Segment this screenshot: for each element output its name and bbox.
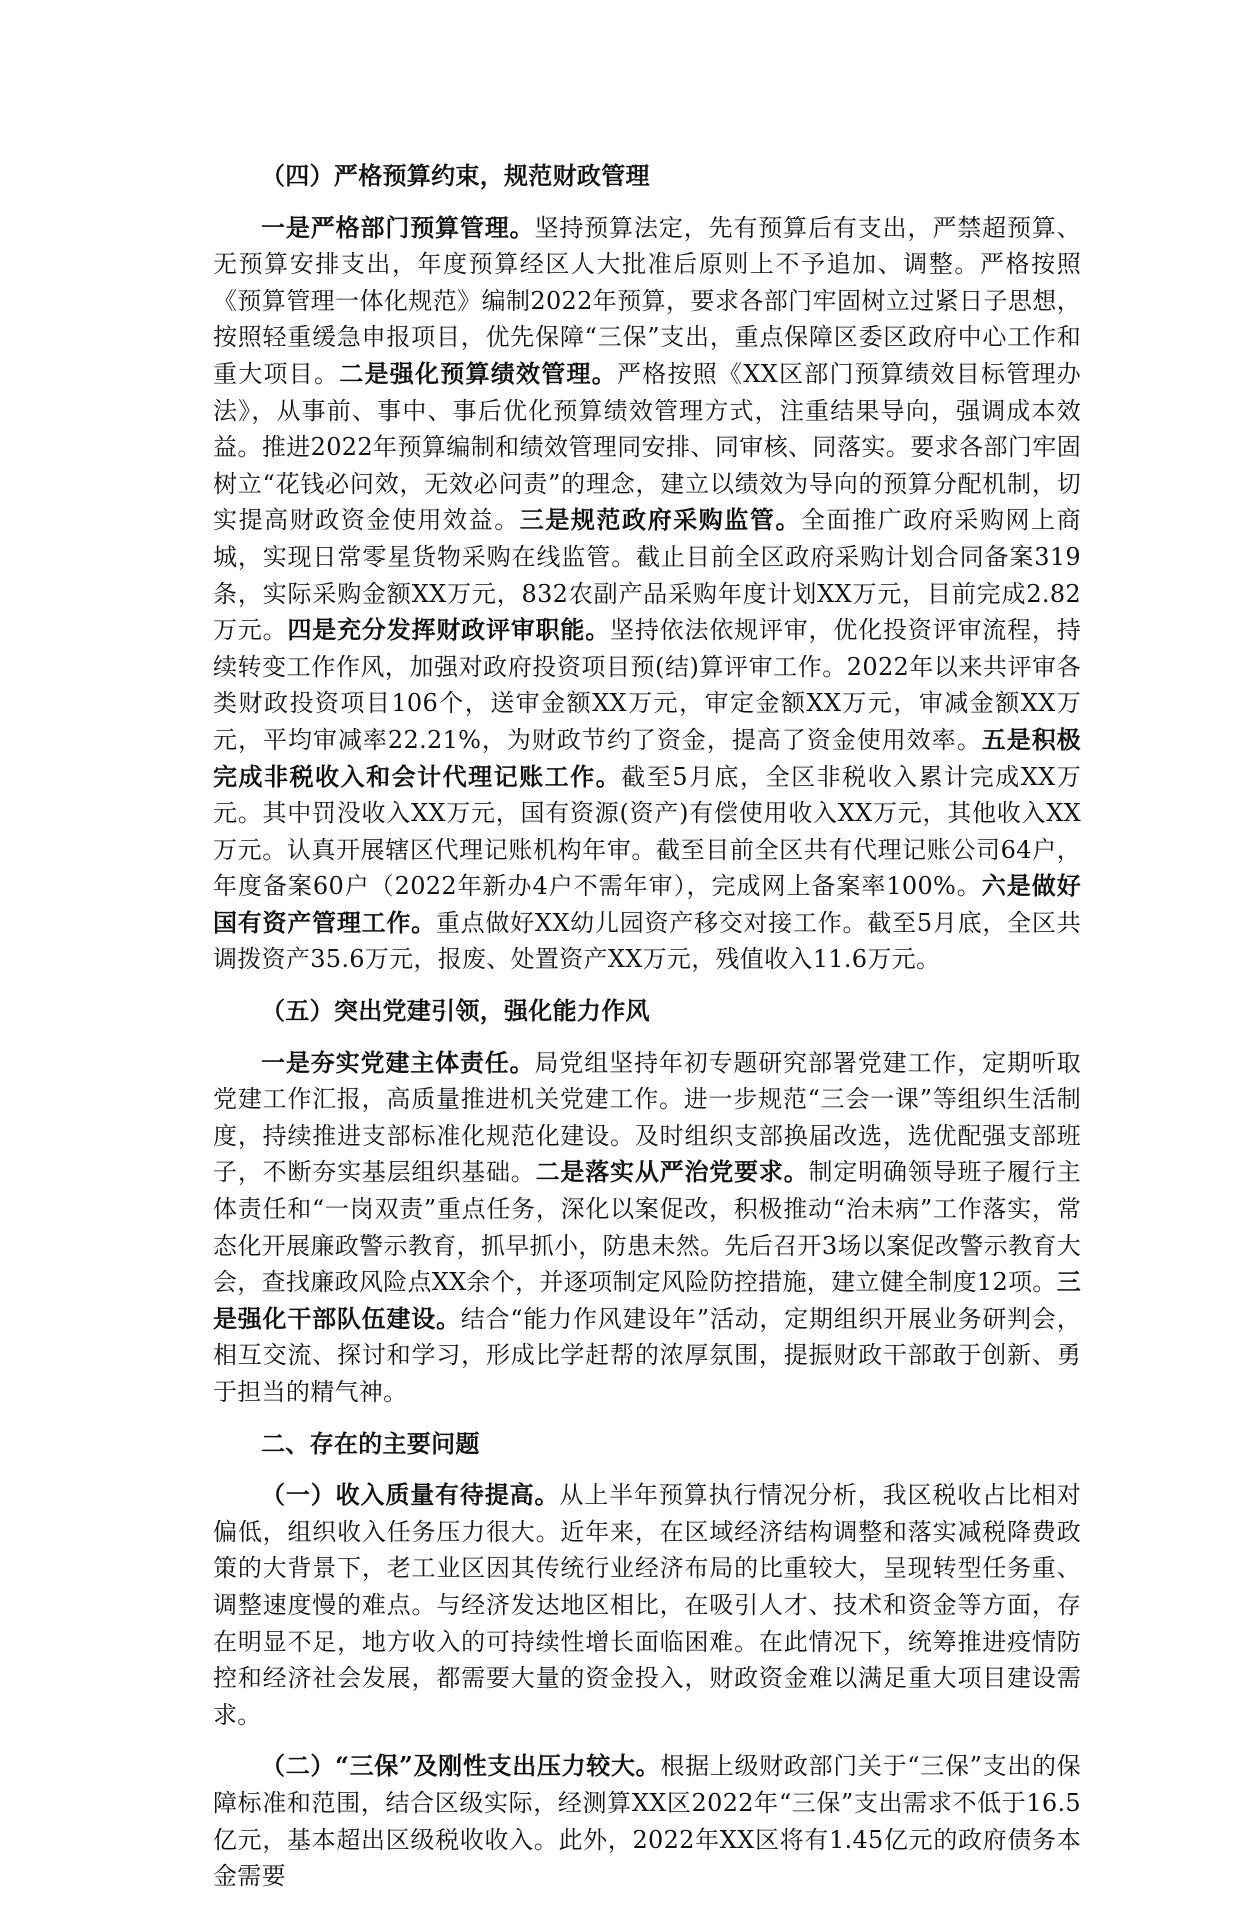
bold-lead: 四是充分发挥财政评审职能。 (287, 615, 611, 645)
body-text: 重点做好XX幼儿园资产移交对接工作。截至5月底，全区共调拨资产35.6万元，报废、处置资产XX万元，残值收入11.6万元。 (213, 908, 1081, 974)
body-text: 全面推广政府采购网上商城，实现日常零星货物采购在线监管。截止目前全区政府采购计划合同备案319条，实际采购金额XX万元，832农副产品采购年度计划XX万元，目前完成2.82万元。 (213, 506, 1081, 645)
body-text: 严格按照《XX区部门预算绩效目标管理办法》，从事前、事中、事后优化预算绩效管理方式，注重结果导向，强调成本效益。推进2022年预算编制和绩效管理同安排、同审核、同落实。要求各部门牢固树立“花钱必问效，无效必问责”的理念，建立以绩效为导向的预算分配机制，切实提高财政资金使用效益。 (213, 359, 1082, 535)
paragraph-party-building (213, 1045, 1081, 1411)
bold-lead: 六是做好国有资产管理工作。 (213, 871, 1082, 937)
body-text: 局党组坚持年初专题研究部署党建工作，定期听取党建工作汇报，高质量推进机关党建工作。进一步规范“三会一课”等组织生活制度，持续推进支部标准化规范化建设。及时组织支部换届改选，选优配强支部班子，不断夯实基层组织基础。 (213, 1048, 1081, 1187)
body-text: 制定明确领导班子履行主体责任和“一岗双责”重点任务，深化以案促改，积极推动“治未病”工作落实，常态化开展廉政警示教育，抓早抓小，防患未然。先后召开3场以案促改警示教育大会，查找廉政风险点XX余个，并逐项制定风险防控措施，建立健全制度12项。 (213, 1158, 1081, 1297)
body-text: 结合“能力作风建设年”活动，定期组织开展业务研判会，相互交流、探讨和学习，形成比学赶帮的浓厚氛围，提振财政干部敢于创新、勇于担当的精气神。 (213, 1304, 1081, 1406)
bold-lead: （二）“三保”及刚性支出压力较大。 (261, 1751, 661, 1781)
body-text: 从上半年预算执行情况分析，我区税收占比相对偏低，组织收入任务压力很大。近年来，在区域经济结构调整和落实减税降费政策的大背景下，老工业区因其传统行业经济布局的比重较大，呈现转型任务重、调整速度慢的难点。与经济发达地区相比，在吸引人才、技术和资金等方面，存在明显不足，地方收入的可持续性增长面临困难。在此情况下，统筹推进疫情防控和经济社会发展，都需要大量的资金投入，财政资金难以满足重大项目建设需求。 (213, 1481, 1081, 1729)
bold-lead: 一是严格部门预算管理。 (261, 212, 535, 242)
document-body (213, 158, 1081, 1910)
bold-lead: 一是夯实党建主体责任。 (261, 1047, 535, 1077)
bold-lead: 二是落实从严治党要求。 (535, 1157, 809, 1187)
body-text: 坚持依法依规评审，优化投资评审流程，持续转变工作作风，加强对政府投资项目预(结)算评审工作。2022年以来共评审各类财政投资项目106个，送审金额XX万元，审定金额XX万元，审减金额XX万元，平均审减率22.21%，为财政节约了资金，提高了资金使用效率。 (213, 616, 1082, 754)
bold-lead: 三是强化干部队伍建设。 (213, 1267, 1081, 1333)
paragraph-budget-management (213, 210, 1081, 978)
paragraph-revenue-quality (213, 1477, 1081, 1733)
bold-lead: （一）收入质量有待提高。 (261, 1480, 560, 1510)
body-text: 截至5月底，全区非税收入累计完成XX万元。其中罚没收入XX万元，国有资源(资产)有偿使用收入XX万元，其他收入XX万元。认真开展辖区代理记账机构年审。截至目前全区共有代理记账公司64户，年度备案60户（2022年新办4户不需年审），完成网上备案率100%。 (213, 762, 1081, 901)
body-text: 坚持预算法定，先有预算后有支出，严禁超预算、无预算安排支出，年度预算经区人大批准后原则上不予追加、调整。严格按照《预算管理一体化规范》编制2022年预算，要求各部门牢固树立过紧日子思想，按照轻重缓急申报项目，优先保障“三保”支出，重点保障区委区政府中心工作和重大项目。 (213, 213, 1081, 388)
bold-lead: 五是积极完成非税收入和会计代理记账工作。 (213, 724, 1081, 791)
body-text: 根据上级财政部门关于“三保”支出的保障标准和范围，结合区级实际，经测算XX区2022年“三保”支出需求不低于16.5亿元，基本超出区级税收收入。此外，2022年XX区将有1.45亿元的政府债务本金需要 (213, 1752, 1081, 1891)
section-heading-party-building: （五）突出党建引领，强化能力作风 (261, 996, 650, 1026)
section-heading-main-problems: 二、存在的主要问题 (261, 1428, 480, 1458)
paragraph-expenditure-pressure (213, 1748, 1081, 1894)
bold-lead: 三是规范政府采购监管。 (519, 505, 802, 535)
bold-lead: 二是强化预算绩效管理。 (339, 358, 617, 388)
section-heading-budget: （四）严格预算约束，规范财政管理 (261, 161, 650, 190)
